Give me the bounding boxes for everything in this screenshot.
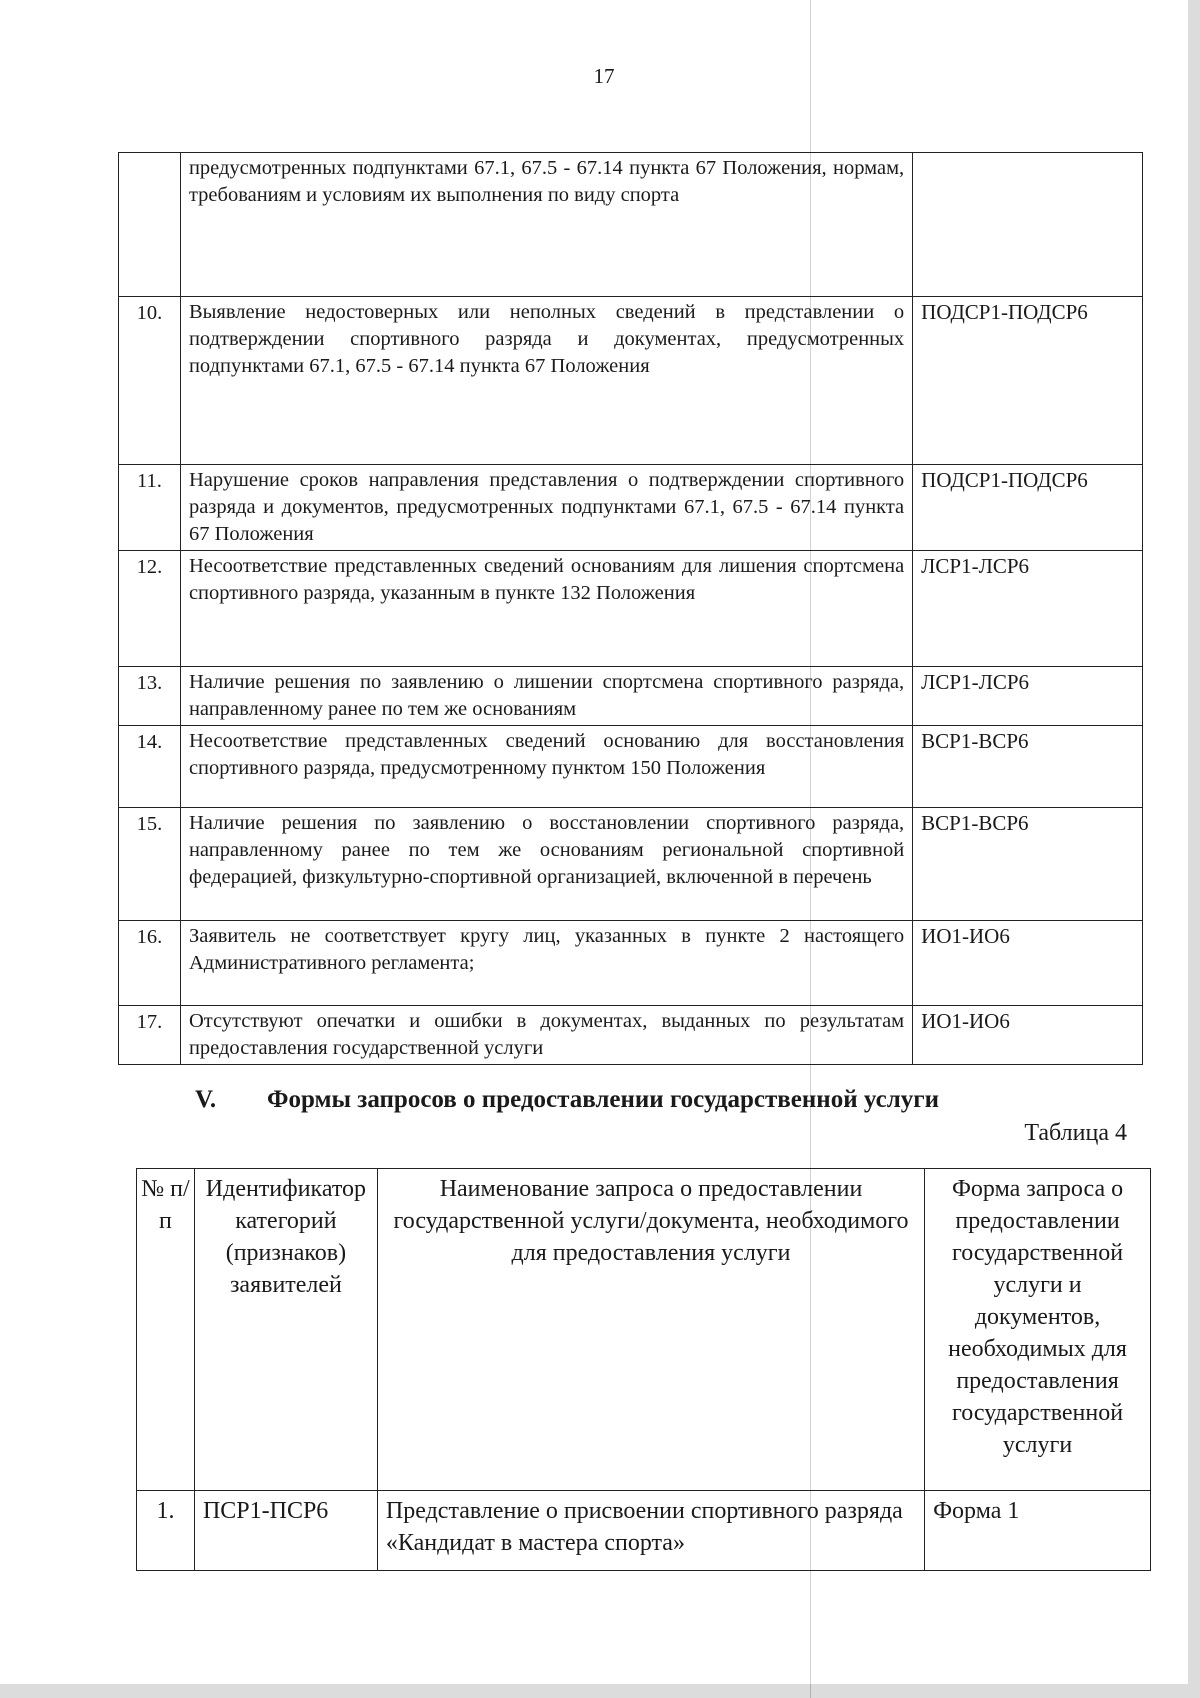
row-number: 16.: [119, 921, 181, 1006]
row-number: 14.: [119, 726, 181, 808]
row-text: Выявление недостоверных или неполных сведений в представлении о подтверждении спортивного разряда и документах, предусмотренных подпунктами 67.1, 67.5 - 67.14 пункта 67 Положения: [180, 297, 912, 465]
row-form: Форма 1: [925, 1491, 1151, 1571]
table-row: [119, 726, 1143, 808]
scan-edge-bottom: [0, 1684, 1200, 1698]
table-row: [119, 153, 1143, 297]
row-number: 1.: [137, 1491, 195, 1571]
table-caption: Таблица 4: [1024, 1120, 1127, 1146]
row-identifier: ПСР1-ПСР6: [194, 1491, 377, 1571]
grounds-table: [118, 152, 1143, 1065]
table-row: [119, 667, 1143, 726]
table-row: [137, 1491, 1151, 1571]
row-code: ПОДСР1-ПОДСР6: [913, 465, 1143, 551]
row-number: 13.: [119, 667, 181, 726]
header-num: № п/п: [137, 1169, 195, 1491]
row-text: Несоответствие представленных сведений основаниям для лишения спортсмена спортивного разряда, указанным в пункте 132 Положения: [180, 551, 912, 667]
row-text: Заявитель не соответствует кругу лиц, указанных в пункте 2 настоящего Административного регламента;: [180, 921, 912, 1006]
table-row: [119, 297, 1143, 465]
row-code: ЛСР1-ЛСР6: [913, 551, 1143, 667]
row-number: 11.: [119, 465, 181, 551]
table-row: [119, 551, 1143, 667]
section-heading: [195, 1086, 1095, 1114]
header-form: Форма запроса о предоставлении государственной услуги и документов, необходимых для предоставления государственной услуги: [925, 1169, 1151, 1491]
row-text: Наличие решения по заявлению о восстановлении спортивного разряда, направленному ранее по тем же основаниям региональной спортивной федерацией, физкультурно-спортивной организацией, включенной в перечень: [180, 808, 912, 921]
row-code: ИО1-ИО6: [913, 1006, 1143, 1065]
table-row: [119, 465, 1143, 551]
scan-edge-right: [1188, 0, 1200, 1698]
section-title: Формы запросов о предоставлении государственной услуги: [267, 1086, 939, 1113]
row-number: 15.: [119, 808, 181, 921]
row-text: предусмотренных подпунктами 67.1, 67.5 - 67.14 пункта 67 Положения, нормам, требованиям и условиям их выполнения по виду спорта: [180, 153, 912, 297]
row-code: ПОДСР1-ПОДСР6: [913, 297, 1143, 465]
row-code: ВСР1-ВСР6: [913, 726, 1143, 808]
header-identifier: Идентификатор категорий (признаков) заявителей: [194, 1169, 377, 1491]
table-row: [119, 808, 1143, 921]
row-code: [913, 153, 1143, 297]
row-text: Отсутствуют опечатки и ошибки в документах, выданных по результатам предоставления государственной услуги: [180, 1006, 912, 1065]
header-row: [137, 1169, 1151, 1491]
table-row: [119, 1006, 1143, 1065]
row-code: ЛСР1-ЛСР6: [913, 667, 1143, 726]
row-number: 17.: [119, 1006, 181, 1065]
row-text: Нарушение сроков направления представления о подтверждении спортивного разряда и документов, предусмотренных подпунктами 67.1, 67.5 - 67.14 пункта 67 Положения: [180, 465, 912, 551]
page-number: 17: [593, 64, 615, 88]
row-code: ИО1-ИО6: [913, 921, 1143, 1006]
table-row: [119, 921, 1143, 1006]
row-text: Несоответствие представленных сведений основанию для восстановления спортивного разряда, предусмотренному пунктом 150 Положения: [180, 726, 912, 808]
row-request-name: Представление о присвоении спортивного разряда «Кандидат в мастера спорта»: [377, 1491, 924, 1571]
header-name: Наименование запроса о предоставлении государственной услуги/документа, необходимого для предоставления услуги: [377, 1169, 924, 1491]
section-roman-numeral: V.: [195, 1086, 217, 1113]
row-code: ВСР1-ВСР6: [913, 808, 1143, 921]
row-number: [119, 153, 181, 297]
request-forms-table: [136, 1168, 1151, 1571]
row-number: 12.: [119, 551, 181, 667]
row-number: 10.: [119, 297, 181, 465]
row-text: Наличие решения по заявлению о лишении спортсмена спортивного разряда, направленному ранее по тем же основаниям: [180, 667, 912, 726]
